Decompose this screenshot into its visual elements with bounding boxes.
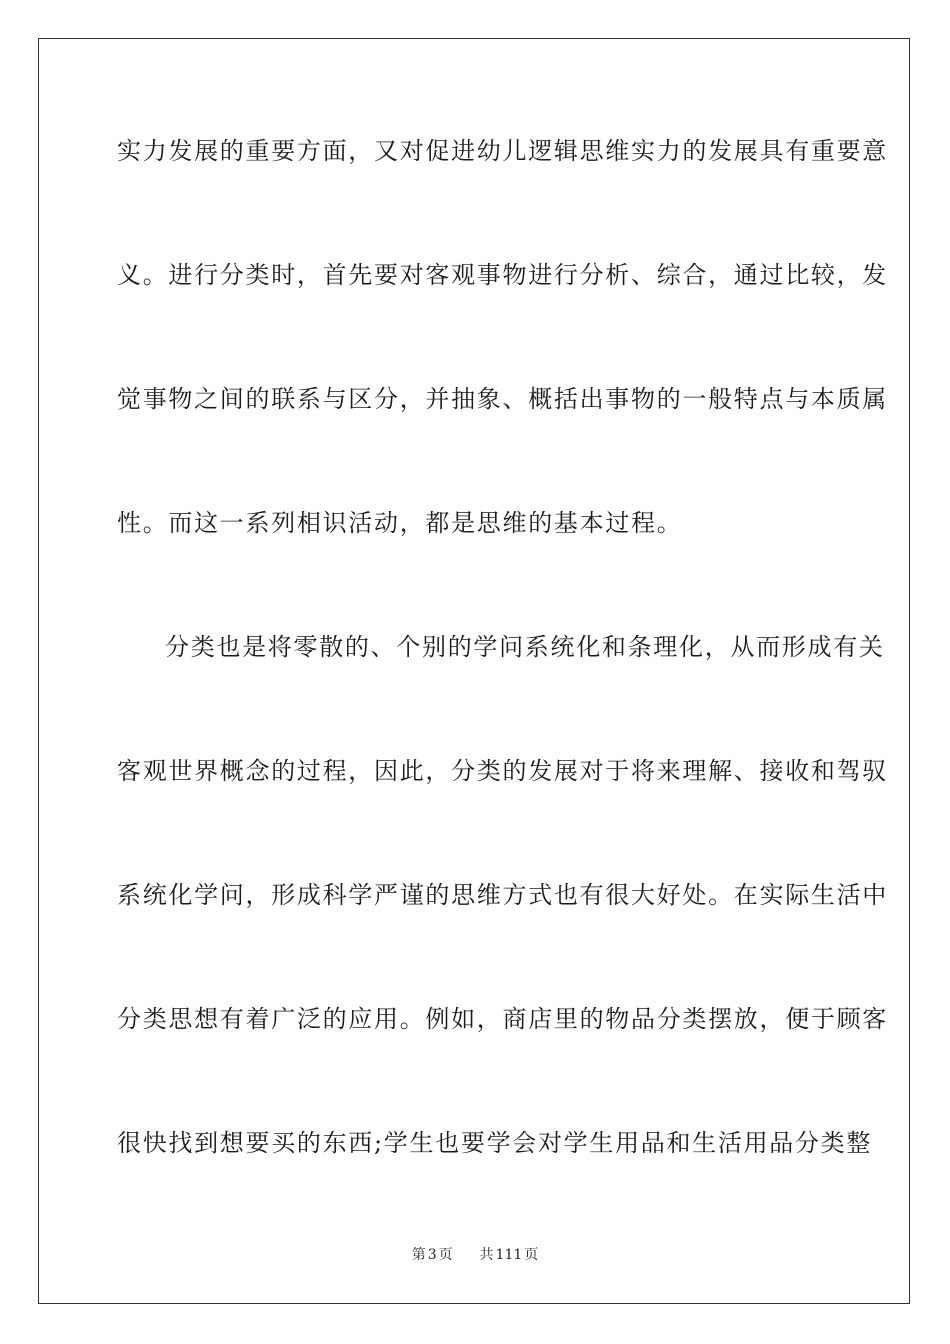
page-footer bbox=[0, 1246, 950, 1264]
page-prefix: 第 bbox=[411, 1247, 426, 1263]
body-text-line-6: 客观世界概念的过程，因此，分类的发展对于将来理解、接收和驾驭 bbox=[117, 757, 888, 785]
body-text-line-3: 觉事物之间的联系与区分，并抽象、概括出事物的一般特点与本质属 bbox=[117, 385, 888, 413]
body-text-line-7: 系统化学问，形成科学严谨的思维方式也有很大好处。在实际生活中 bbox=[117, 881, 888, 909]
page-border bbox=[38, 38, 910, 1304]
total-suffix: 页 bbox=[524, 1247, 539, 1263]
total-prefix: 共 bbox=[479, 1247, 494, 1263]
body-text-line-1: 实力发展的重要方面，又对促进幼儿逻辑思维实力的发展具有重要意 bbox=[117, 137, 888, 165]
body-text-line-4: 性。而这一系列相识活动，都是思维的基本过程。 bbox=[117, 509, 683, 537]
body-text-line-9: 很快找到想要买的东西;学生也要学会对学生用品和生活用品分类整 bbox=[117, 1129, 873, 1157]
body-text-line-5: 分类也是将零散的、个别的学问系统化和条理化，从而形成有关 bbox=[165, 633, 885, 661]
page-suffix: 页 bbox=[438, 1247, 453, 1263]
page-number: 3 bbox=[427, 1247, 437, 1263]
total-pages: 111 bbox=[495, 1247, 523, 1263]
body-text-line-2: 义。进行分类时，首先要对客观事物进行分析、综合，通过比较，发 bbox=[117, 261, 888, 289]
body-text-line-8: 分类思想有着广泛的应用。例如，商店里的物品分类摆放，便于顾客 bbox=[117, 1005, 888, 1033]
